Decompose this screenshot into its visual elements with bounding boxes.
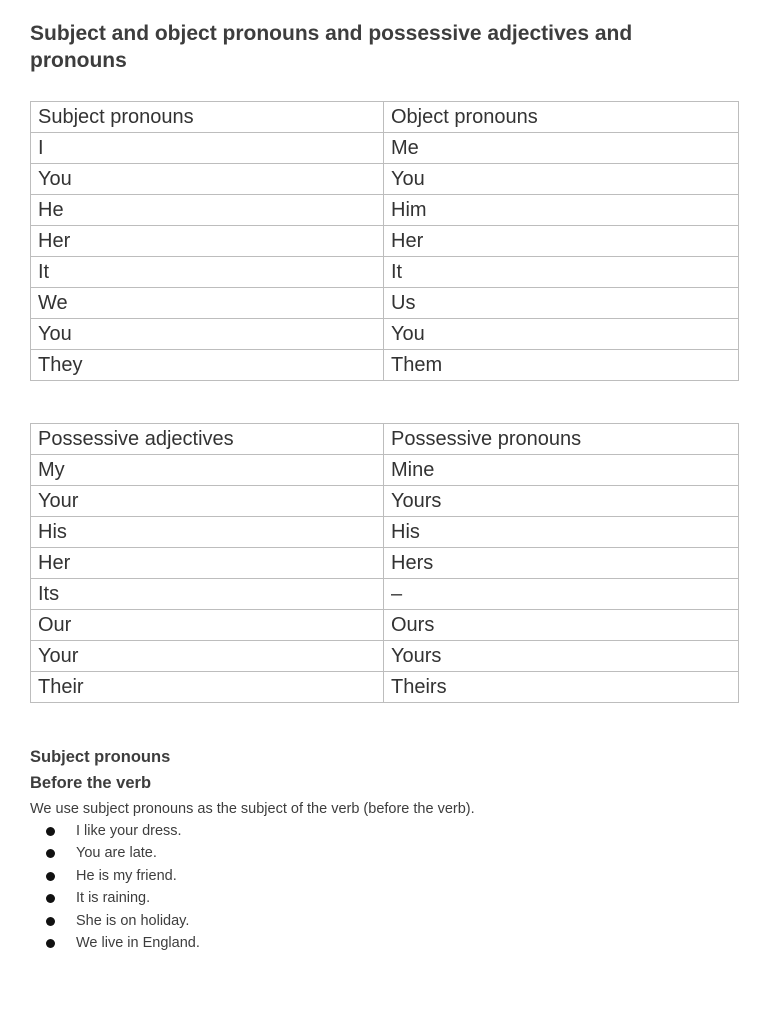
- table-cell: My: [31, 455, 384, 486]
- table-row: [31, 579, 739, 610]
- example-text: He is my friend.: [76, 867, 177, 884]
- subject-object-pronouns-table: [30, 101, 739, 381]
- table-cell: He: [31, 195, 384, 226]
- table-row: [31, 288, 739, 319]
- examples-list: [30, 820, 730, 954]
- table-header-cell: Possessive pronouns: [384, 424, 739, 455]
- table-cell: Its: [31, 579, 384, 610]
- table-cell: Us: [384, 288, 739, 319]
- table-cell: Their: [31, 672, 384, 703]
- bullet-icon: [46, 872, 55, 881]
- table-row: [31, 164, 739, 195]
- list-item: [30, 865, 730, 887]
- table-cell: You: [31, 319, 384, 350]
- table-row: [31, 455, 739, 486]
- table-row: [31, 350, 739, 381]
- table-cell: His: [31, 517, 384, 548]
- bullet-icon: [46, 917, 55, 926]
- bullet-icon: [46, 894, 55, 903]
- example-text: We live in England.: [76, 935, 200, 952]
- table-cell: You: [31, 164, 384, 195]
- table-cell: It: [384, 257, 739, 288]
- table-cell: Him: [384, 195, 739, 226]
- example-text: She is on holiday.: [76, 912, 190, 929]
- table-cell: Your: [31, 641, 384, 672]
- table-cell: Theirs: [384, 672, 739, 703]
- table-cell: –: [384, 579, 739, 610]
- table-cell: Hers: [384, 548, 739, 579]
- table-row: [31, 195, 739, 226]
- table-cell: Yours: [384, 486, 739, 517]
- table-cell: His: [384, 517, 739, 548]
- table-header-row: [31, 102, 739, 133]
- table-cell: It: [31, 257, 384, 288]
- table-header-cell: Subject pronouns: [31, 102, 384, 133]
- table-row: [31, 226, 739, 257]
- table-cell: Ours: [384, 610, 739, 641]
- table-cell: Her: [31, 226, 384, 257]
- table-header-row: [31, 424, 739, 455]
- table-row: [31, 517, 739, 548]
- list-item: [30, 932, 730, 954]
- possessive-adjectives-pronouns-table: [30, 423, 739, 703]
- subject-pronouns-section: [30, 744, 730, 954]
- table-row: [31, 548, 739, 579]
- example-text: You are late.: [76, 845, 157, 862]
- table-row: [31, 257, 739, 288]
- table-row: [31, 641, 739, 672]
- table-cell: Yours: [384, 641, 739, 672]
- section-subheading: Before the verb: [30, 774, 152, 792]
- table-cell: You: [384, 164, 739, 195]
- example-text: I like your dress.: [76, 823, 182, 839]
- list-item: [30, 820, 730, 842]
- table-row: [31, 610, 739, 641]
- table-cell: Our: [31, 610, 384, 641]
- table-cell: Me: [384, 133, 739, 164]
- table-row: [31, 133, 739, 164]
- list-item: [30, 887, 730, 909]
- table-cell: Mine: [384, 455, 739, 486]
- bullet-icon: [46, 849, 55, 858]
- table-cell: I: [31, 133, 384, 164]
- table-cell: Your: [31, 486, 384, 517]
- table-header-cell: Possessive adjectives: [31, 424, 384, 455]
- table-cell: Her: [31, 548, 384, 579]
- table-cell: You: [384, 319, 739, 350]
- table-row: [31, 486, 739, 517]
- table-cell: Her: [384, 226, 739, 257]
- table-cell: Them: [384, 350, 739, 381]
- section-heading: Subject pronouns: [30, 748, 171, 766]
- table-cell: We: [31, 288, 384, 319]
- list-item: [30, 842, 730, 864]
- bullet-icon: [46, 827, 55, 836]
- table-header-cell: Object pronouns: [384, 102, 739, 133]
- bullet-icon: [46, 939, 55, 948]
- list-item: [30, 910, 730, 932]
- page-title: Subject and object pronouns and possessive adjectives and pronouns: [30, 22, 633, 72]
- table-cell: They: [31, 350, 384, 381]
- example-text: It is raining.: [76, 890, 151, 907]
- table-row: [31, 319, 739, 350]
- section-description: We use subject pronouns as the subject of the verb (before the verb).: [30, 801, 475, 817]
- table-row: [31, 672, 739, 703]
